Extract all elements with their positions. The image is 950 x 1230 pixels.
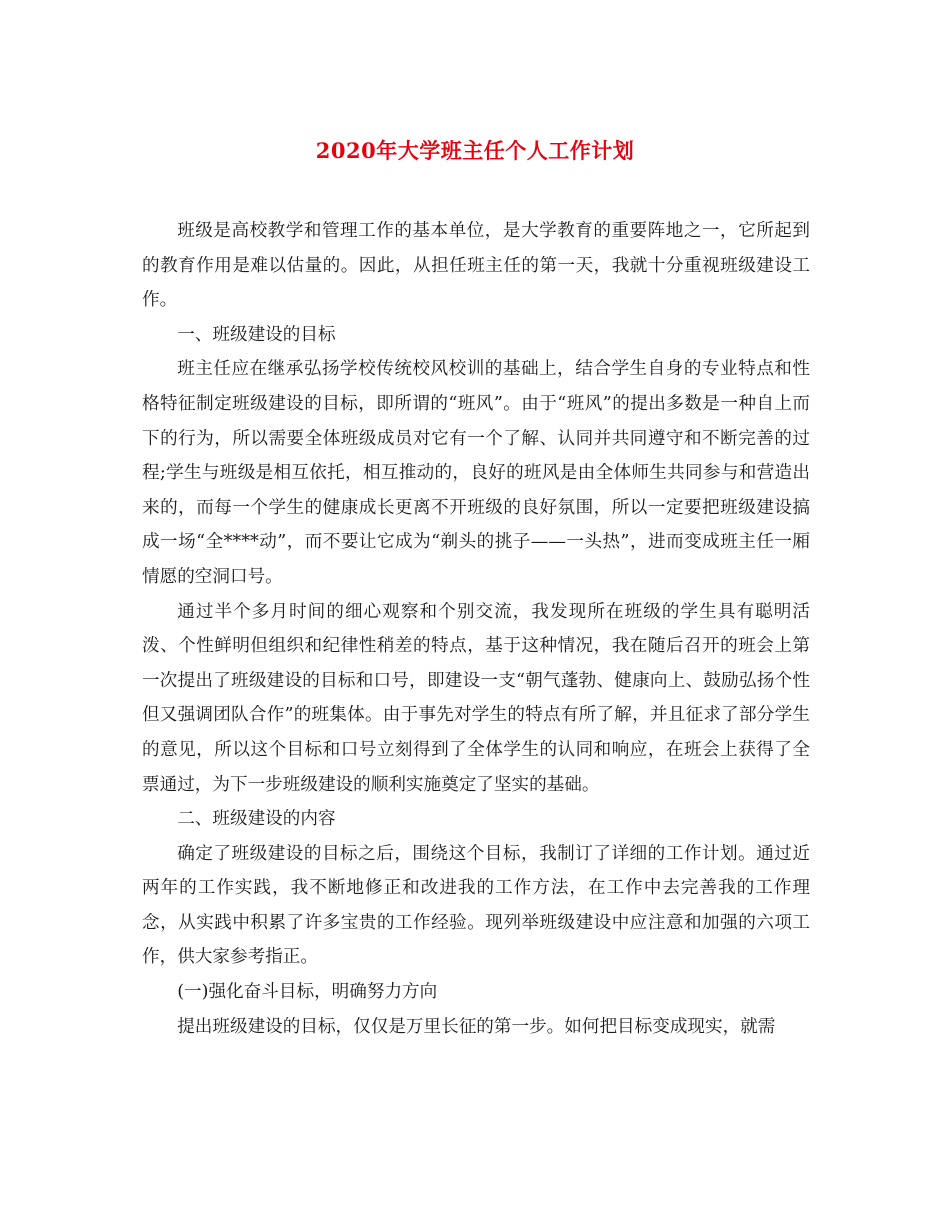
section-heading-goal: 一、班级建设的目标	[177, 324, 336, 345]
section-heading-content: 二、班级建设的内容	[177, 809, 336, 830]
paragraph-intro: 班级是高校教学和管理工作的基本单位，是大学教育的重要阵地之一，它所起到的教育作用是难以估量的。因此，从担任班主任的第一天，我就十分重视班级建设工作。	[142, 221, 810, 311]
subsection-heading-goal-direction: (一)强化奋斗目标，明确努力方向	[177, 982, 438, 1003]
document-body	[142, 214, 810, 1044]
document-title: 2020年大学班主任个人工作计划	[315, 138, 635, 163]
paragraph-first-step: 提出班级建设的目标，仅仅是万里长征的第一步。如何把目标变成现实，就需	[177, 1016, 776, 1037]
paragraph-observation: 通过半个多月时间的细心观察和个别交流，我发现所在班级的学生具有聪明活泼、个性鲜明但组织和纪律性稍差的特点，基于这种情况，我在随后召开的班会上第一次提出了班级建设的目标和口号，即建设一支“朝气蓬勃、健康向上、鼓励弘扬个性但又强调团队合作”的班集体。由于事先对学生的特点有所了解，并且征求了部分学生的意见，所以这个目标和口号立刻得到了全体学生的认同和响应，在班会上获得了全票通过，为下一步班级建设的顺利实施奠定了坚实的基础。	[142, 601, 810, 795]
paragraph-class-style: 班主任应在继承弘扬学校传统校风校训的基础上，结合学生自身的专业特点和性格特征制定班级建设的目标，即所谓的“班风”。由于“班风”的提出多数是一种自上而下的行为，所以需要全体班级成员对它有一个了解、认同并共同遵守和不断完善的过程;学生与班级是相互依托，相互推动的，良好的班风是由全体师生共同参与和营造出来的，而每一个学生的健康成长更离不开班级的良好氛围，所以一定要把班级建设搞成一场“全****动”，而不要让它成为“剃头的挑子——一头热”，进而变成班主任一厢情愿的空洞口号。	[142, 359, 810, 587]
paragraph-work-plan: 确定了班级建设的目标之后，围绕这个目标，我制订了详细的工作计划。通过近两年的工作实践，我不断地修正和改进我的工作方法，在工作中去完善我的工作理念，从实践中积累了许多宝贵的工作经验。现列举班级建设中应注意和加强的六项工作，供大家参考指正。	[142, 843, 810, 968]
